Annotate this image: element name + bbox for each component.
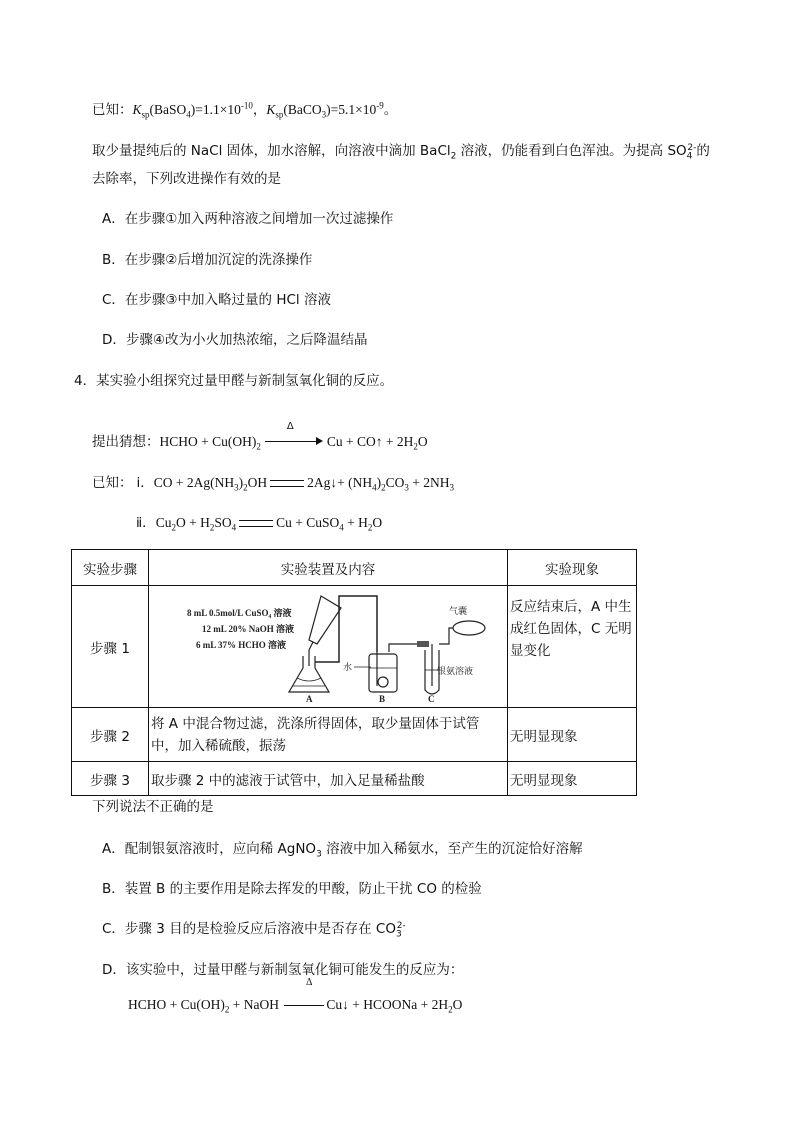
q4-option-b: B．装置 B 的主要作用是除去挥发的甲酸，防止干扰 CO 的检验 — [102, 881, 482, 897]
final-equation: HCHO + $Cu(OH)_2$ + NaOH Cu↓ + HCOONa + $2H_2O$ — [128, 997, 463, 1015]
content-line: 中，加入稀硫酸，振荡 — [151, 737, 286, 754]
wash-bottle-b-icon — [369, 644, 417, 692]
ksp-given: 已知：$K_{sp}(BaSO_4)=1.1\times 10^{-10}$，$K_{sp}(BaCO_3)=5.1\times 10^{-9}$。 — [92, 100, 398, 120]
q4-option-d: D．该实验中，过量甲醛与新制氢氧化铜可能发生的反应为： — [102, 962, 464, 978]
observation-cell: 无明显现象 — [508, 708, 637, 762]
q3-paragraph-line1: 取少量提纯后的 NaCl 固体，加水溶解，向溶液中滴加 BaCl$_2$ 溶液，仍能看到白色浑浊。为提高 $SO_4^{2-}$的 — [92, 142, 710, 162]
label-c: C — [428, 694, 435, 703]
step-cell: 步骤 1 — [72, 586, 149, 708]
balloon-icon — [439, 621, 485, 644]
reagent-naoh-label: 12 mL 20% NaOH 溶液 — [202, 624, 295, 634]
label-a: A — [306, 694, 313, 703]
content-cell — [149, 708, 508, 762]
content-cell: 取步骤 2 中的滤液于试管中，加入足量稀盐酸 — [149, 762, 508, 796]
label-b: B — [379, 694, 386, 703]
header-observation: 实验现象 — [508, 550, 637, 586]
step-cell: 步骤 2 — [72, 708, 149, 762]
experiment-table — [71, 549, 637, 796]
apparatus-diagram — [149, 586, 503, 703]
known-reaction-i: 已知： ⅰ．CO + $2Ag(NH_3)_2OH$ 2Ag↓+ $(NH_4)_2CO_3 + 2NH_3$ — [92, 475, 455, 493]
reagent-cuso4-label: 8 mL 0.5mol/L CuSO₄ 溶液 — [187, 608, 292, 618]
observation-line: 显变化 — [510, 643, 551, 659]
step-cell: 步骤 3 — [72, 762, 149, 796]
reagent-hcho-label: 6 mL 37% HCHO 溶液 — [196, 640, 287, 650]
table-row — [72, 762, 637, 796]
guess-equation: 提出猜想：HCHO + $Cu(OH)_2$ Δ Cu + CO↑ + $2H_2O$ — [92, 421, 428, 452]
observation-line: 反应结束后，A 中生 — [510, 599, 632, 615]
q3-paragraph-line2: 去除率，下列改进操作有效的是 — [92, 171, 281, 187]
q4-prompt: 下列说法不正确的是 — [92, 799, 214, 815]
silver-ammonia-label: 银氨溶液 — [437, 667, 474, 677]
q4-option-a: A．配制银氨溶液时，应向稀 AgNO$_3$ 溶液中加入稀氨水，至产生的沉淀恰好溶解 — [102, 841, 583, 860]
reaction-line-icon — [284, 1005, 324, 1006]
header-step: 实验步骤 — [72, 550, 149, 586]
q3-option-b: B．在步骤②后增加沉淀的洗涤操作 — [102, 252, 313, 268]
observation-line: 成红色固体，C 无明 — [510, 621, 632, 637]
heat-arrow-icon: Δ — [265, 435, 323, 449]
water-label: 水 — [343, 663, 353, 673]
content-line: 将 A 中混合物过滤，洗涤所得固体，取少量固体于试管 — [151, 715, 480, 732]
observation-cell: 无明显现象 — [508, 762, 637, 796]
header-content: 实验装置及内容 — [149, 550, 508, 586]
q4-option-c: C．步骤 3 目的是检验反应后溶液中是否存在 $CO_3^{2-}$ — [102, 920, 406, 940]
balloon-label: 气囊 — [449, 607, 468, 617]
observation-cell — [508, 586, 637, 708]
q3-option-d: D．步骤④改为小火加热浓缩，之后降温结晶 — [102, 332, 368, 348]
dropping-funnel-icon — [309, 596, 341, 666]
q4-title: 4．某实验小组探究过量甲醛与新制氢氧化铜的反应。 — [74, 373, 394, 389]
final-eq-condition: Δ — [306, 977, 313, 988]
equals-sign-icon — [239, 520, 273, 527]
table-row — [72, 586, 637, 708]
table-header-row — [72, 550, 637, 586]
apparatus-cell — [149, 586, 508, 708]
q3-option-c: C．在步骤③中加入略过量的 HCl 溶液 — [102, 292, 331, 308]
table-row — [72, 708, 637, 762]
equals-sign-icon — [270, 480, 304, 487]
known-reaction-ii: ⅱ．$Cu_2O + H_2SO_4$ Cu + CuSO$_4$ + $H_2O$ — [136, 515, 383, 533]
q3-option-a: A．在步骤①加入两种溶液之间增加一次过滤操作 — [102, 211, 394, 227]
